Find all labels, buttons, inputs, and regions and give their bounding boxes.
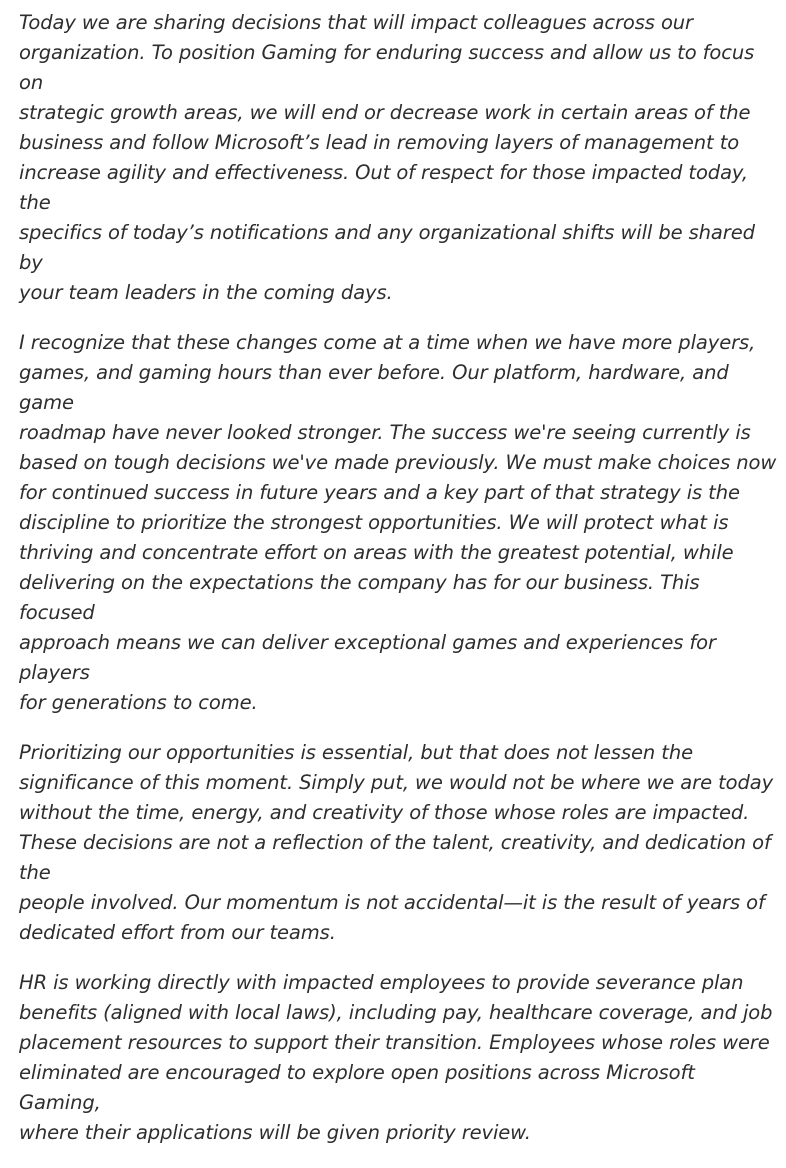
paragraph-hr-support: HR is working directly with impacted employees to provide severance plan benefits (aligned with local laws), including pay, healthcare coverage, and job placement resources to support their transition. Employees whose roles were eliminated are encouraged to explore open positions across Microsoft Gaming, where their applications will be given priority review. — [19, 971, 773, 1144]
paragraph-context: I recognize that these changes come at a time when we have more players, games, and gaming hours than ever before. Our platform, hardware, and game roadmap have never looked stronger. The success we're seeing currently is based on tough decisions we've made previously. We must make choices now for continued success in future years and a key part of that strategy is the discipline to prioritize the strongest opportunities. We will protect what is thriving and concentrate effort on areas with the greatest potential, while delivering on the expectations the company has for our business. This focused approach means we can deliver exceptional games and experiences for players for generations to come. — [19, 331, 777, 714]
article-body — [19, 8, 779, 1168]
paragraph-announcement: Today we are sharing decisions that will impact colleagues across our organization. To position Gaming for enduring success and allow us to focus on strategic growth areas, we will end or decrease work in certain areas of the business and follow Microsoft’s lead in removing layers of management to increase agility and effectiveness. Out of respect for those impacted today, the specifics of today’s notifications and any organizational shifts will be shared by your team leaders in the coming days. — [19, 11, 755, 304]
paragraph-significance: Prioritizing our opportunities is essential, but that does not lessen the significance of this moment. Simply put, we would not be where we are today without the time, energy, and creativity of those whose roles are impacted. These decisions are not a reflection of the talent, creativity, and dedication of the people involved. Our momentum is not accidental—it is the result of years of dedicated effort from our teams. — [19, 741, 774, 944]
